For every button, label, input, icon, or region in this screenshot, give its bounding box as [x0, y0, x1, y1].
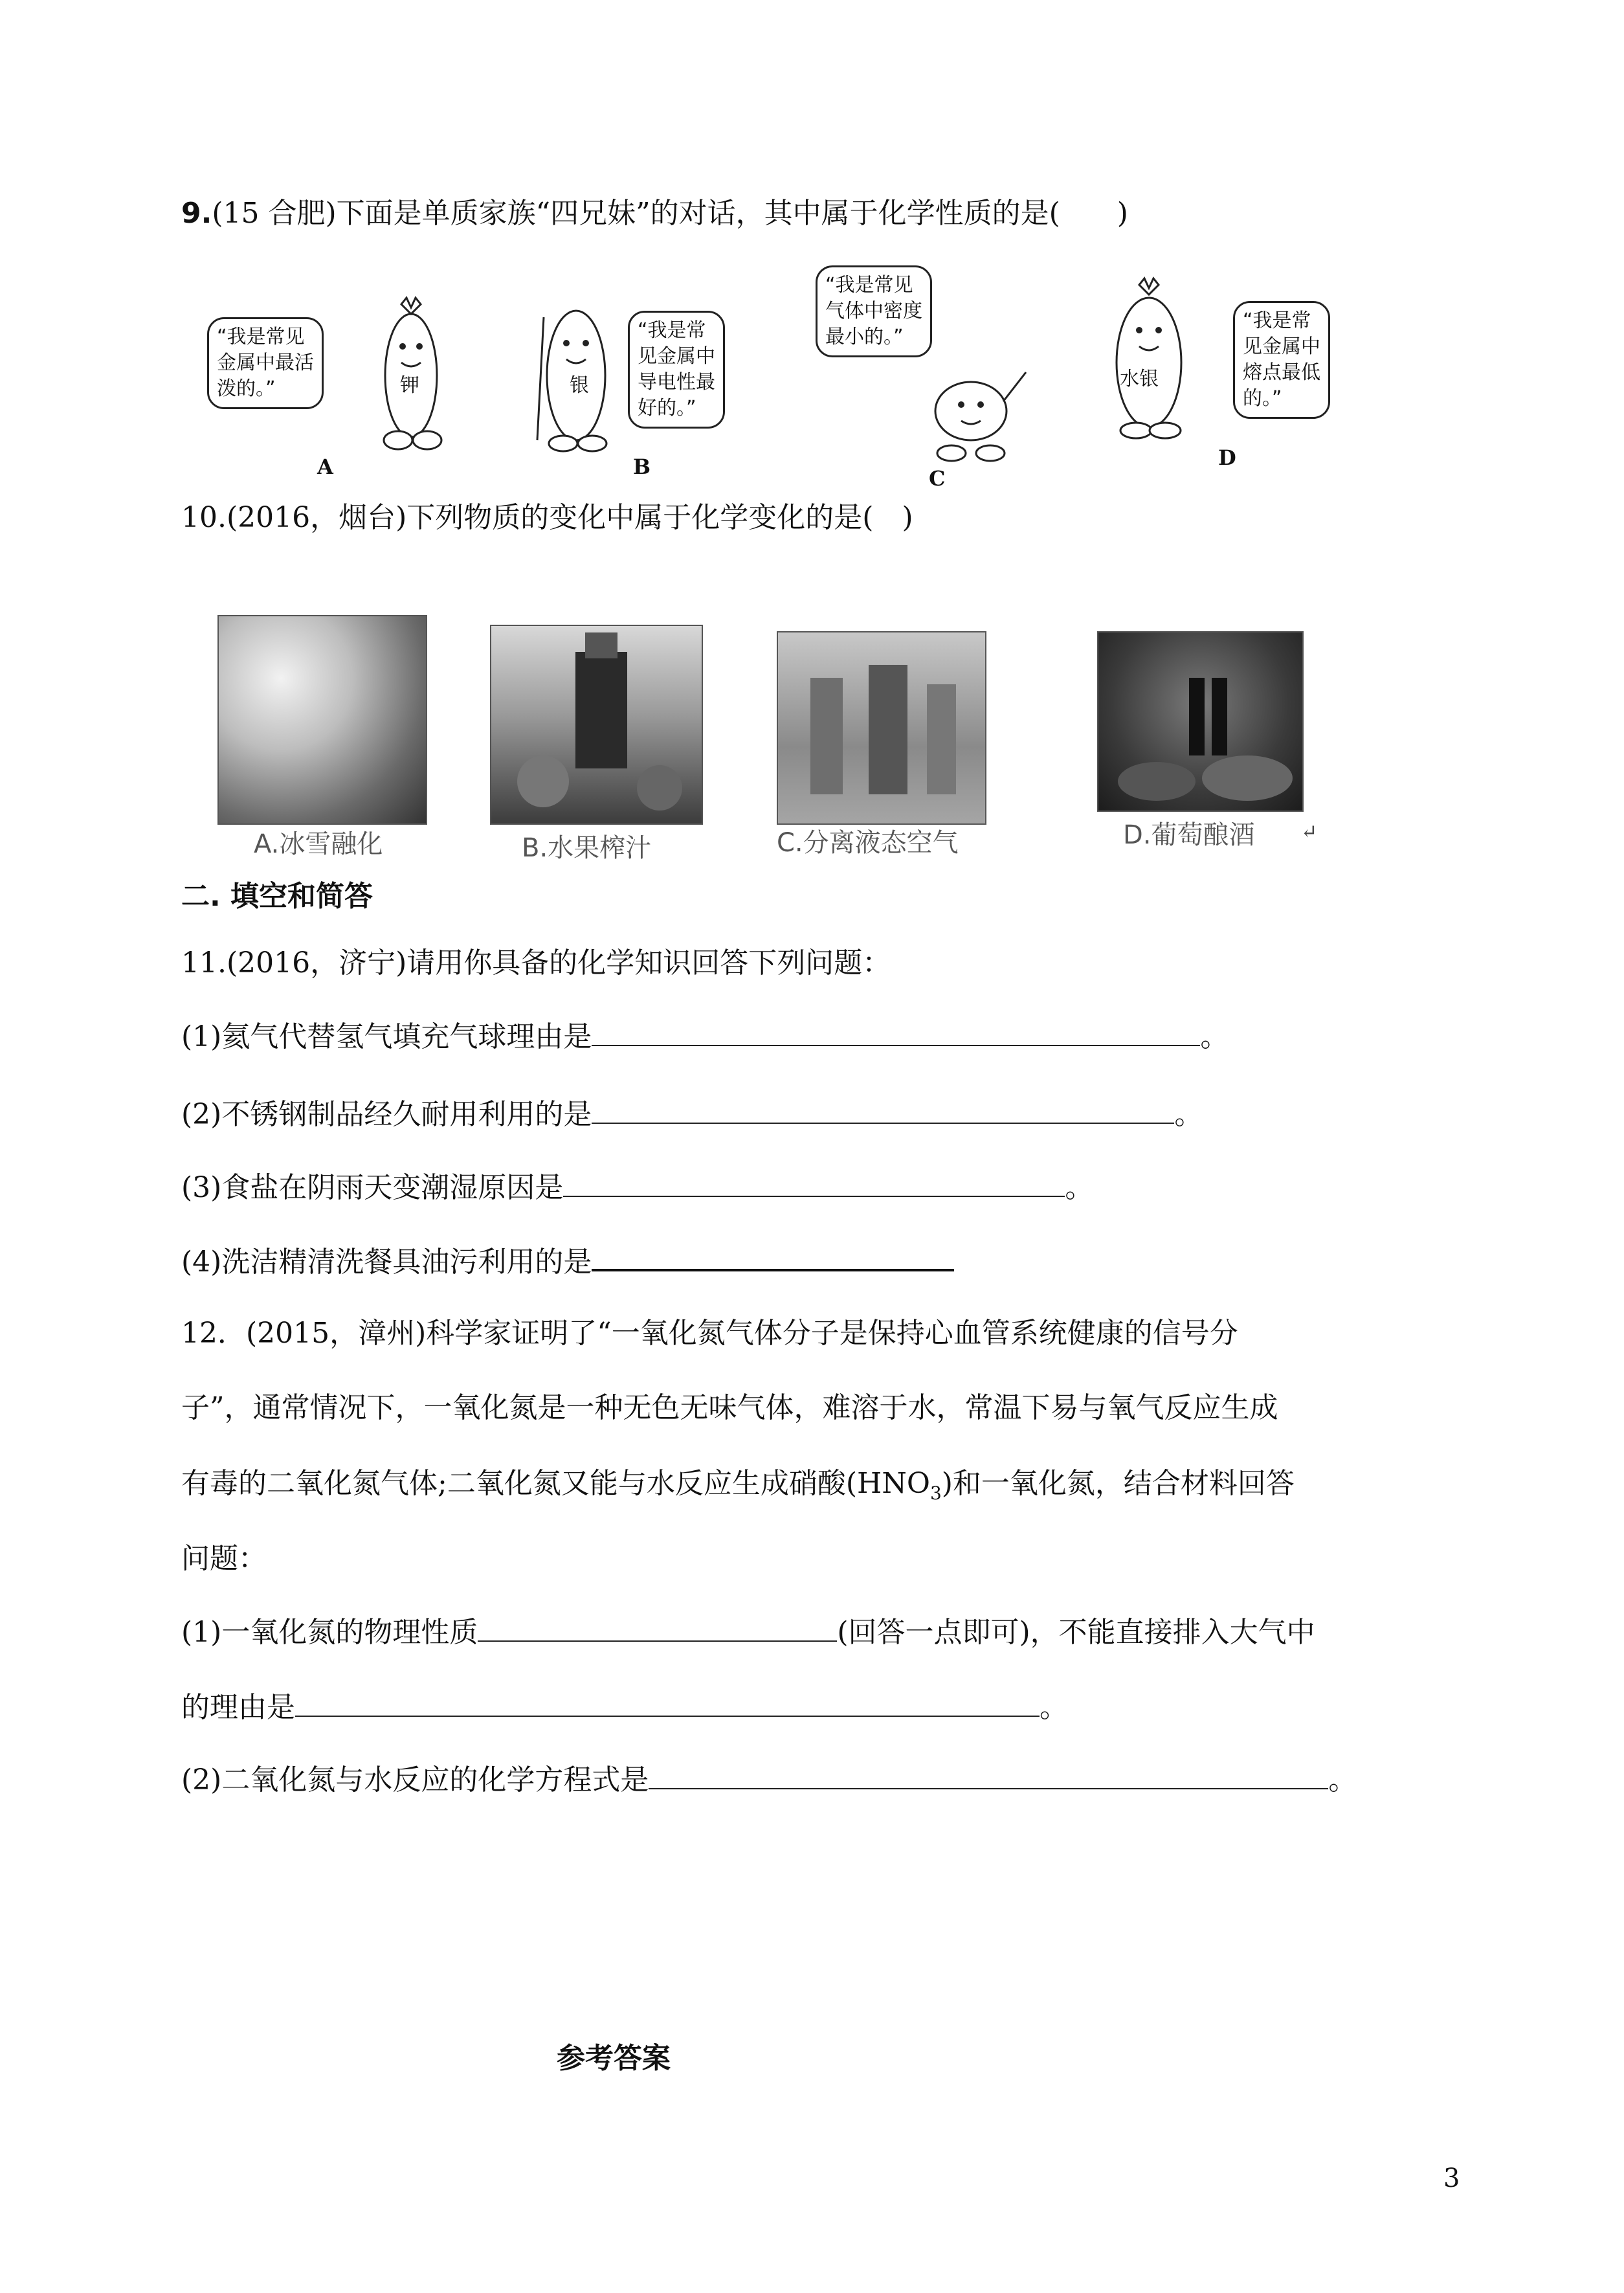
question-12-line-1: 12．(2015，漳州)科学家证明了“一氧化氮气体分子是保持心血管系统健康的信号分 [181, 1317, 1238, 1350]
q12-line-3-a: 有毒的二氧化氮气体;二氧化氮又能与水反应生成硝酸(HNO [181, 1467, 930, 1500]
character-b-icon [524, 278, 621, 453]
option-letter-c: C [929, 466, 946, 491]
photo-liquid-air-separation [777, 631, 986, 825]
q12-sub-2-text: (2)二氧化氮与水反应的化学方程式是 [181, 1763, 649, 1796]
question-9 [181, 194, 1128, 233]
speech-bubble-a: “我是常见 金属中最活 泼的。” [207, 317, 324, 409]
speech-bubble-c: “我是常见 气体中密度 最小的。” [816, 265, 932, 357]
question-12-sub-1-cont [181, 1688, 1068, 1727]
return-mark-icon: ↵ [1301, 821, 1318, 844]
option-letter-b: B [633, 454, 651, 479]
question-12-line-2: 子”，通常情况下，一氧化氮是一种无色无味气体，难溶于水，常温下易与氧气反应生成 [181, 1391, 1278, 1424]
juicer-icon [491, 626, 702, 823]
option-caption-d: D.葡萄酿酒 [1123, 820, 1255, 850]
speech-bubble-b: “我是常 见金属中 导电性最 好的。” [628, 311, 725, 429]
name-tag-d: 水银 [1120, 368, 1159, 390]
photo-grape-wine [1097, 631, 1304, 812]
wine-bottles-icon [1098, 632, 1302, 811]
character-d-icon [1094, 265, 1204, 440]
question-12-sub-2 [181, 1761, 1357, 1800]
page-number: 3 [1443, 2164, 1460, 2193]
q11-item-4-text: (4)洗洁精清洗餐具油污利用的是 [181, 1246, 592, 1279]
q11-item-1-text: (1)氦气代替氢气填充气球理由是 [181, 1020, 592, 1053]
speech-bubble-d: “我是常 见金属中 熔点最低 的。” [1233, 301, 1330, 419]
answer-blank-12-1b[interactable] [295, 1690, 1040, 1717]
q12-line-3-b: )和一氧化氮，结合材料回答 [941, 1467, 1295, 1500]
question-11-item-2 [181, 1095, 1203, 1134]
industrial-tanks-icon [778, 632, 985, 823]
answer-blank-12-1a[interactable] [478, 1615, 837, 1642]
question-11-intro: 11.(2016，济宁)请用你具备的化学知识回答下列问题： [181, 946, 891, 979]
q12-sub-1-text-c: 的理由是 [181, 1691, 295, 1724]
q12-hno3-subscript: 3 [929, 1482, 942, 1504]
q12-sub-1-text: (1)一氧化氮的物理性质 [181, 1616, 478, 1649]
option-letter-d: D [1218, 445, 1236, 470]
q11-item-2-end: 。 [1174, 1098, 1203, 1131]
q11-item-2-text: (2)不锈钢制品经久耐用利用的是 [181, 1098, 592, 1131]
option-caption-b: B.水果榨汁 [522, 833, 652, 863]
answer-blank-11-2[interactable] [592, 1097, 1174, 1124]
question-9-number: 9. [181, 197, 212, 230]
answer-blank-11-1[interactable] [592, 1019, 1200, 1046]
q9-cartoon-b [518, 272, 738, 479]
question-11-item-4 [181, 1243, 954, 1282]
character-c-icon [906, 363, 1036, 473]
q12-sub-2-end: 。 [1328, 1763, 1357, 1796]
name-tag-b: 银 [570, 374, 589, 397]
q9-cartoon-d [1094, 259, 1366, 479]
photo-ice-snow-melting [217, 615, 427, 825]
section-2-title: 二. 填空和简答 [181, 880, 373, 913]
option-letter-a: A [317, 454, 333, 479]
question-12-sub-1 [181, 1613, 1315, 1652]
q11-item-3-text: (3)食盐在阴雨天变潮湿原因是 [181, 1171, 564, 1204]
q11-item-1-end: 。 [1200, 1020, 1229, 1053]
question-9-text: (15 合肥)下面是单质家族“四兄妹”的对话，其中属于化学性质的是( ) [212, 197, 1128, 230]
question-11-item-1 [181, 1018, 1229, 1057]
q12-sub-1-end: 。 [1040, 1691, 1068, 1724]
answer-blank-11-3[interactable] [563, 1170, 1065, 1197]
question-12-line-3 [181, 1464, 1295, 1513]
question-12-line-4: 问题： [181, 1542, 267, 1575]
answer-blank-12-2[interactable] [649, 1762, 1328, 1789]
q11-item-3-end: 。 [1065, 1171, 1094, 1204]
option-caption-a: A.冰雪融化 [254, 829, 383, 859]
q9-cartoon-a [194, 285, 453, 479]
photo-fruit-juicer [490, 625, 703, 825]
answer-blank-11-4[interactable] [592, 1243, 954, 1271]
q9-cartoon-c [809, 259, 1055, 492]
q12-sub-1-text-b: (回答一点即可)，不能直接排入大气中 [837, 1616, 1315, 1649]
question-10: 10.(2016，烟台)下列物质的变化中属于化学变化的是( ) [181, 501, 913, 534]
name-tag-a: 钾 [400, 374, 419, 397]
option-caption-c: C.分离液态空气 [777, 828, 959, 858]
answers-title: 参考答案 [557, 2042, 671, 2075]
question-11-item-3 [181, 1169, 1093, 1207]
